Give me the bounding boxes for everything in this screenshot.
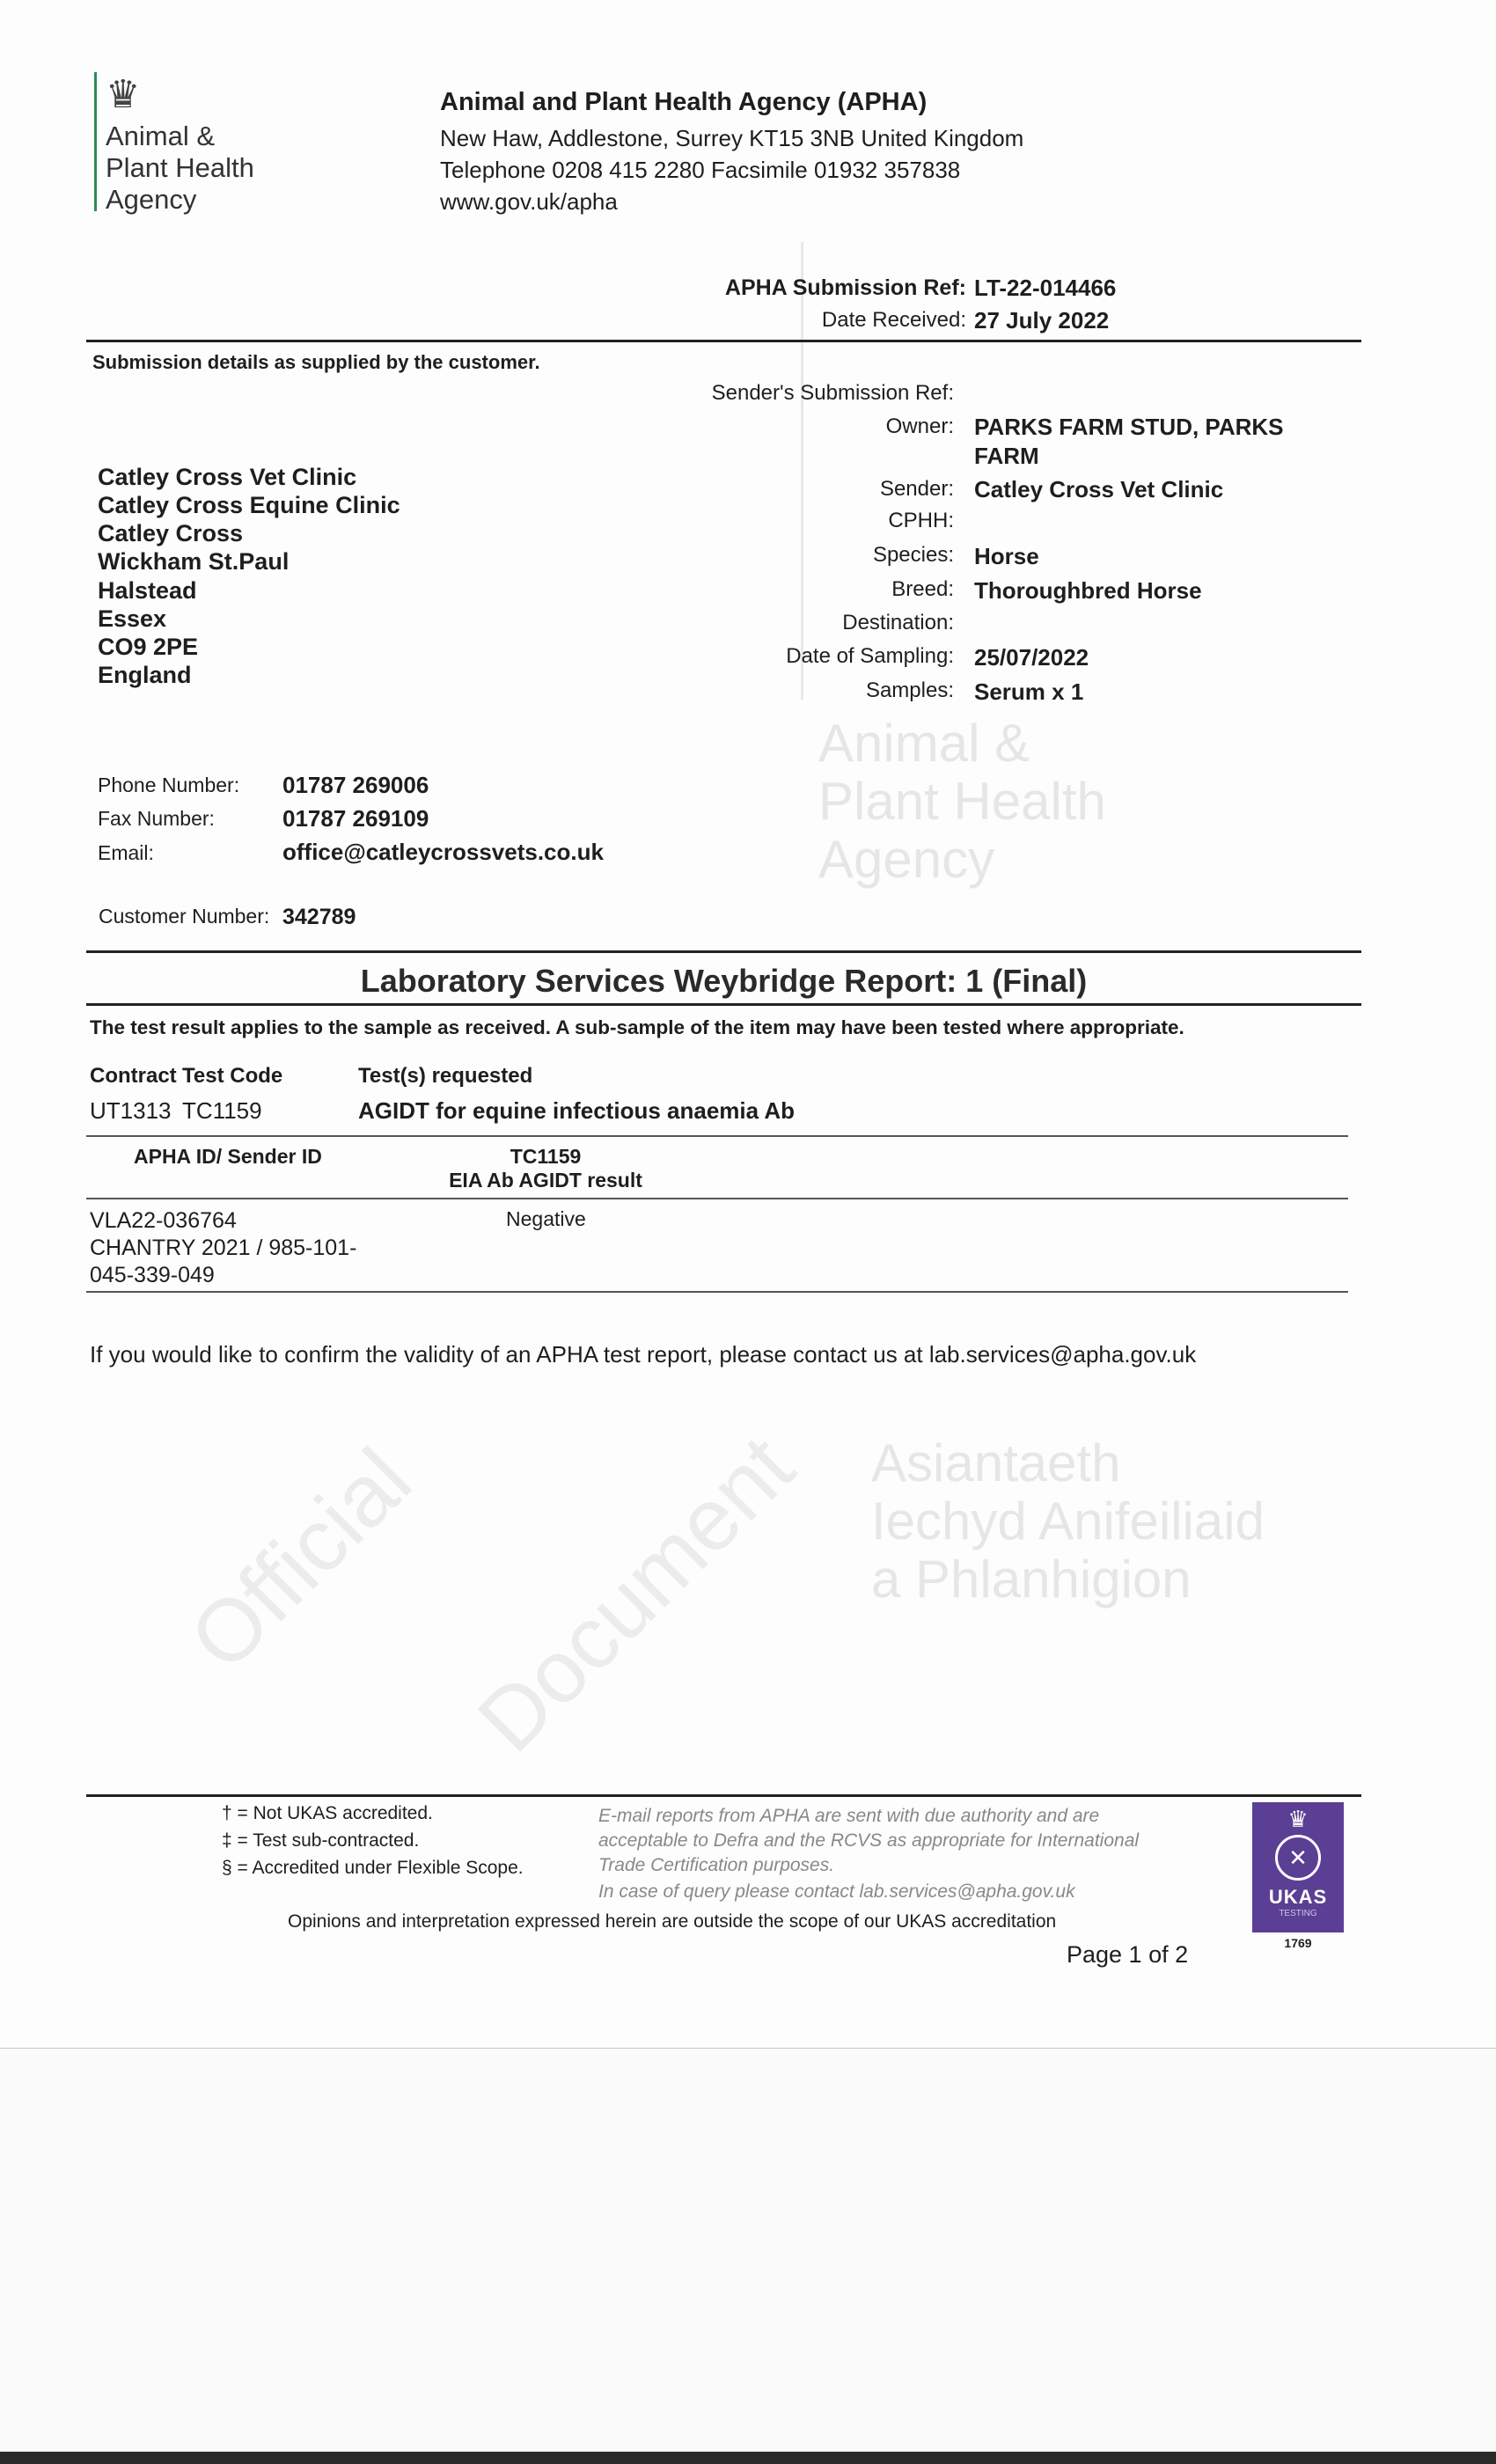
sender-id-cont: 045-339-049 <box>90 1263 215 1287</box>
footnote: § = Accredited under Flexible Scope. <box>222 1858 524 1878</box>
phone-value: 01787 269006 <box>282 772 429 798</box>
watermark-line: Plant Health <box>818 772 1106 831</box>
logo-text: Plant Health <box>106 152 254 183</box>
opinions-text: Opinions and interpretation expressed herein are outside the scope of our UKAS accreditation <box>288 1911 1057 1932</box>
confirm-text: If you would like to confirm the validity of an APHA test report, please contact us at lab.services@apha.gov.uk <box>90 1341 1197 1368</box>
test-code-value: TC1159 <box>182 1097 262 1124</box>
address-line: Catley Cross <box>98 520 244 546</box>
watermark-cy <box>871 1434 1265 1609</box>
footnote: † = Not UKAS accredited. <box>222 1803 433 1823</box>
address-line: Essex <box>98 605 167 632</box>
watermark-line: a Phlanhigion <box>871 1550 1192 1609</box>
ukas-logo <box>1252 1802 1344 1932</box>
watermark-en <box>818 715 1106 889</box>
phone-label: Phone Number: <box>98 774 240 796</box>
address-line: Halstead <box>98 577 197 604</box>
email-label: Email: <box>98 841 154 864</box>
org-phone: Telephone 0208 415 2280 Facsimile 01932 357838 <box>440 157 961 183</box>
detail-label: Breed: <box>891 577 954 601</box>
detail-label: Owner: <box>885 414 954 438</box>
samples-value: Serum x 1 <box>974 678 1084 705</box>
address-line: Wickham St.Paul <box>98 548 290 575</box>
footnotes <box>222 1800 524 1881</box>
detail-label: CPHH: <box>888 509 954 532</box>
submission-ref-label: APHA Submission Ref: <box>724 275 966 300</box>
col-contract: Contract <box>90 1064 177 1088</box>
agency-logo <box>106 121 254 216</box>
watermark-divider <box>801 242 803 700</box>
address-line: Catley Cross Vet Clinic <box>98 464 357 490</box>
sampling-date-value: 25/07/2022 <box>974 644 1089 671</box>
org-address: New Haw, Addlestone, Surrey KT15 3NB United Kingdom <box>440 125 1024 151</box>
breed-value: Thoroughbred Horse <box>974 577 1202 604</box>
fax-label: Fax Number: <box>98 807 215 830</box>
report-note: The test result applies to the sample as received. A sub-sample of the item may have been tested where appropriate. <box>90 1016 1184 1038</box>
detail-label: Sender: <box>879 477 954 501</box>
detail-label: Date of Sampling: <box>786 644 954 668</box>
owner-value-cont: FARM <box>974 443 1039 469</box>
divider <box>86 1291 1348 1293</box>
sender-value: Catley Cross Vet Clinic <box>974 476 1224 502</box>
col-tests-requested: Test(s) requested <box>358 1064 533 1088</box>
watermark-line: Agency <box>818 830 995 889</box>
submission-note: Submission details as supplied by the customer. <box>92 351 540 373</box>
report-title: Laboratory Services Weybridge Report: 1 (Final) <box>360 963 1088 999</box>
org-name: Animal and Plant Health Agency (APHA) <box>440 88 928 116</box>
ukas-emblem-icon: ✕ <box>1275 1835 1321 1881</box>
ukas-number: 1769 <box>1284 1936 1312 1950</box>
watermark-line: Asiantaeth <box>871 1434 1121 1492</box>
crest-icon: ♛ <box>106 73 141 116</box>
email-value[interactable]: office@catleycrossvets.co.uk <box>282 839 604 865</box>
logo-bar <box>94 72 97 211</box>
date-received-value: 27 July 2022 <box>974 307 1110 334</box>
ukas-sub: TESTING <box>1279 1909 1317 1918</box>
result-value: Negative <box>506 1207 586 1230</box>
test-requested-value: AGIDT for equine infectious anaemia Ab <box>358 1097 795 1124</box>
sample-ids <box>90 1207 356 1289</box>
logo-text: Agency <box>106 184 197 215</box>
species-value: Horse <box>974 543 1039 569</box>
divider <box>86 1198 1348 1199</box>
submission-ref-value: LT-22-014466 <box>974 275 1117 301</box>
detail-label: Species: <box>872 543 954 567</box>
footnote: ‡ = Test sub-contracted. <box>222 1830 420 1851</box>
scanner-edge <box>0 2452 1496 2464</box>
divider <box>86 1003 1361 1006</box>
divider <box>86 340 1361 342</box>
col-test-code-result: TC1159 <box>510 1145 582 1168</box>
divider <box>86 950 1361 953</box>
disclaimer-line: Trade Certification purposes. <box>598 1855 835 1875</box>
watermark-line: Iechyd Anifeiliaid <box>871 1492 1265 1551</box>
org-website[interactable]: www.gov.uk/apha <box>440 188 618 215</box>
apha-id: VLA22-036764 <box>90 1208 237 1233</box>
contract-value: UT1313 <box>90 1097 172 1124</box>
address-line: CO9 2PE <box>98 634 199 660</box>
detail-label: Samples: <box>865 678 954 702</box>
detail-label: Sender's Submission Ref: <box>711 381 954 405</box>
customer-number-label: Customer Number: <box>99 905 270 928</box>
disclaimer-line: acceptable to Defra and the RCVS as appropriate for International <box>598 1830 1140 1851</box>
watermark-line: Animal & <box>818 714 1030 773</box>
logo-text: Animal & <box>106 121 216 151</box>
col-test-description: EIA Ab AGIDT result <box>449 1169 642 1192</box>
col-test-code: Test Code <box>182 1064 283 1088</box>
address-line: England <box>98 662 192 688</box>
page-number: Page 1 of 2 <box>1067 1941 1189 1968</box>
divider <box>86 1135 1348 1137</box>
watermark-official: Official <box>171 1430 430 1690</box>
address-line: Catley Cross Equine Clinic <box>98 492 400 518</box>
watermark-document: Document <box>458 1417 813 1771</box>
disclaimer-line: E-mail reports from APHA are sent with due authority and are <box>598 1806 1100 1826</box>
date-received-label: Date Received: <box>821 308 966 332</box>
customer-number-value: 342789 <box>282 905 356 929</box>
col-apha-id: APHA ID/ Sender ID <box>134 1145 322 1168</box>
crown-icon: ♛ <box>1287 1806 1309 1832</box>
sender-id: CHANTRY 2021 / 985-101- <box>90 1236 357 1260</box>
disclaimer-line: In case of query please contact lab.services@apha.gov.uk <box>598 1881 1075 1902</box>
email-disclaimer <box>598 1804 1139 1904</box>
fax-value: 01787 269109 <box>282 805 429 832</box>
detail-label: Destination: <box>842 611 954 634</box>
ukas-text: UKAS <box>1268 1886 1328 1908</box>
divider <box>86 1794 1361 1797</box>
owner-value: PARKS FARM STUD, PARKS <box>974 414 1284 440</box>
